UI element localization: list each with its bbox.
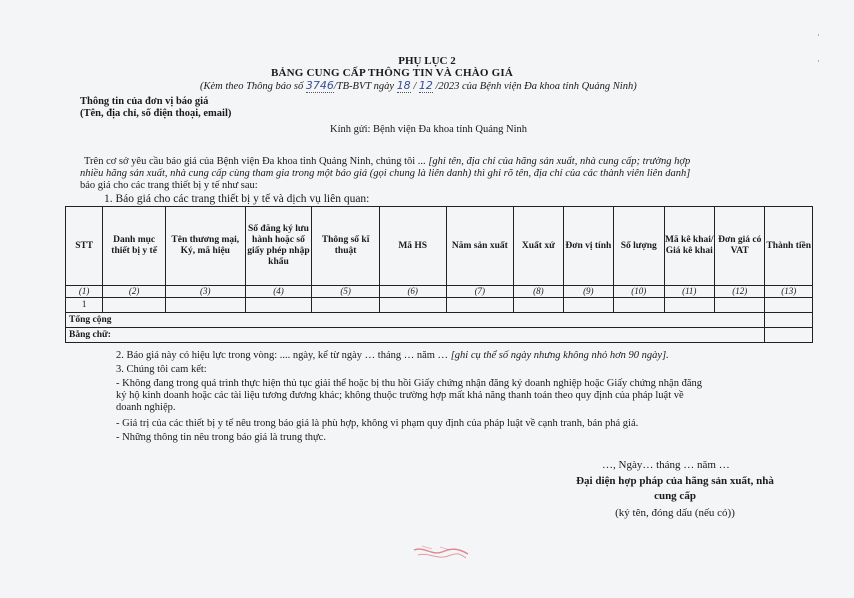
column-number: (10) xyxy=(614,286,664,298)
document-subtitle xyxy=(200,80,637,93)
quotation-table xyxy=(65,206,813,343)
column-number: (1) xyxy=(66,286,103,298)
subtitle-mid: /TB-BVT ngày xyxy=(333,81,397,92)
commitment-1-line-2: ký hộ kinh doanh hoặc các tài liệu tương đương khác; không thuộc trường hợp mất khả năng thanh toán theo quy định của pháp luật về xyxy=(116,390,684,401)
table-cell xyxy=(614,298,664,313)
row-stt: 1 xyxy=(66,298,103,313)
header-total: Thành tiền xyxy=(765,207,813,286)
column-number: (2) xyxy=(103,286,166,298)
column-number: (13) xyxy=(765,286,813,298)
commitment-1-line-1: - Không đang trong quá trình thực hiện thủ tục giải thể hoặc bị thu hồi Giấy chứng nhận đăng ký doanh nghiệp hoặc Giấy chứng nhận đăng xyxy=(116,378,702,389)
table-cell xyxy=(245,298,312,313)
commitment-2: - Giá trị của các thiết bị y tế nêu trong báo giá là phù hợp, không vi phạm quy định của pháp luật về cạnh tranh, bán phá giá. xyxy=(116,418,639,429)
section-1-heading: 1. Báo giá cho các trang thiết bị y tế và dịch vụ liên quan: xyxy=(104,193,370,205)
section-2 xyxy=(116,350,669,362)
header-unit: Đơn vị tính xyxy=(563,207,613,286)
amount-in-words-label: Bằng chữ: xyxy=(66,328,765,343)
table-cell xyxy=(312,298,380,313)
appendix-title: PHỤ LỤC 2 xyxy=(398,55,456,67)
table-cell xyxy=(514,298,563,313)
header-registration-number: Số đăng ký lưu hành hoặc số giấy phép nhập khẩu xyxy=(245,207,312,286)
header-declared-price: Mã kê khai/ Giá kê khai xyxy=(664,207,714,286)
header-device-list: Danh mục thiết bị y tế xyxy=(103,207,166,286)
subtitle-suffix: /2023 của Bệnh viện Đa khoa tỉnh Quảng Ninh) xyxy=(432,81,637,92)
column-number: (8) xyxy=(514,286,563,298)
table-cell xyxy=(103,298,166,313)
total-value-cell xyxy=(765,313,813,328)
scan-edge-mark: · xyxy=(817,56,820,66)
signature-date: …, Ngày… tháng … năm … xyxy=(602,459,730,471)
header-unit-price-vat: Đơn giá có VAT xyxy=(714,207,764,286)
intro-line-1 xyxy=(84,156,690,168)
table-row xyxy=(66,298,813,313)
scan-edge-mark: · xyxy=(817,30,820,40)
header-manufacture-year: Năm sản xuất xyxy=(446,207,514,286)
column-number: (3) xyxy=(165,286,245,298)
column-number: (9) xyxy=(563,286,613,298)
column-number-row xyxy=(66,286,813,298)
greeting: Kính gửi: Bệnh viện Đa khoa tỉnh Quảng Ninh xyxy=(330,124,527,135)
header-specifications: Thông số kĩ thuật xyxy=(312,207,380,286)
document-title: BẢNG CUNG CẤP THÔNG TIN VÀ CHÀO GIÁ xyxy=(270,67,513,79)
column-number: (11) xyxy=(664,286,714,298)
table-cell xyxy=(765,298,813,313)
intro-text: Trên cơ sở yêu cầu báo giá của Bệnh viện Đa khoa tỉnh Quảng Ninh, chúng tôi ... xyxy=(84,156,429,167)
signature-representative-line-2: cung cấp xyxy=(654,490,696,502)
column-number: (5) xyxy=(312,286,380,298)
commitment-3: - Những thông tin nêu trong báo giá là trung thực. xyxy=(116,432,326,443)
column-number: (6) xyxy=(379,286,446,298)
table-cell xyxy=(446,298,514,313)
table-header-row xyxy=(66,207,813,286)
table-cell xyxy=(563,298,613,313)
signature-note: (ký tên, đóng dấu (nếu có)) xyxy=(615,507,735,519)
section-3-heading: 3. Chúng tôi cam kết: xyxy=(116,364,207,375)
amount-in-words-row xyxy=(66,328,813,343)
intro-line-2: nhiều hãng sản xuất, nhà cung cấp cùng tham gia trong một báo giá (gọi chung là liên danh) thì ghi rõ tên, địa chỉ của các thành viên liên danh] xyxy=(80,168,691,179)
header-trade-name: Tên thương mại, Ký, mã hiệu xyxy=(165,207,245,286)
table-cell xyxy=(165,298,245,313)
intro-instruction: [ghi tên, địa chỉ của hãng sản xuất, nhà cung cấp; trường hợp xyxy=(428,156,691,167)
total-row xyxy=(66,313,813,328)
handwritten-month: 12 xyxy=(418,79,433,92)
validity-text: 2. Báo giá này có hiệu lực trong vòng: .... ngày, kể từ ngày … tháng … năm … xyxy=(116,350,451,361)
column-number: (4) xyxy=(245,286,312,298)
column-number: (7) xyxy=(446,286,514,298)
table-cell xyxy=(379,298,446,313)
total-label: Tổng cộng xyxy=(66,313,765,328)
signature-representative: Đại diện hợp pháp của hãng sản xuất, nhà xyxy=(576,475,774,487)
validity-instruction: [ghi cụ thể số ngày nhưng không nhỏ hơn 90 ngày]. xyxy=(450,350,669,361)
header-hs-code: Mã HS xyxy=(379,207,446,286)
subtitle-prefix: (Kèm theo Thông báo số xyxy=(200,81,306,92)
red-stamp-mark xyxy=(412,542,470,562)
header-stt: STT xyxy=(66,207,103,286)
handwritten-day: 18 xyxy=(396,79,411,92)
column-number: (12) xyxy=(714,286,764,298)
unit-info-label: Thông tin của đơn vị báo giá xyxy=(80,96,209,107)
amount-in-words-cell xyxy=(765,328,813,343)
subtitle-separator: / xyxy=(410,81,419,92)
unit-info-hint: (Tên, địa chỉ, số điện thoại, email) xyxy=(80,108,232,119)
handwritten-number: 3746 xyxy=(305,79,334,92)
commitment-1-line-3: doanh nghiệp. xyxy=(116,402,176,413)
header-origin: Xuất xứ xyxy=(514,207,563,286)
intro-line-3: báo giá cho các trang thiết bị y tế như sau: xyxy=(80,180,258,191)
table-cell xyxy=(664,298,714,313)
table-cell xyxy=(714,298,764,313)
header-quantity: Số lượng xyxy=(614,207,664,286)
